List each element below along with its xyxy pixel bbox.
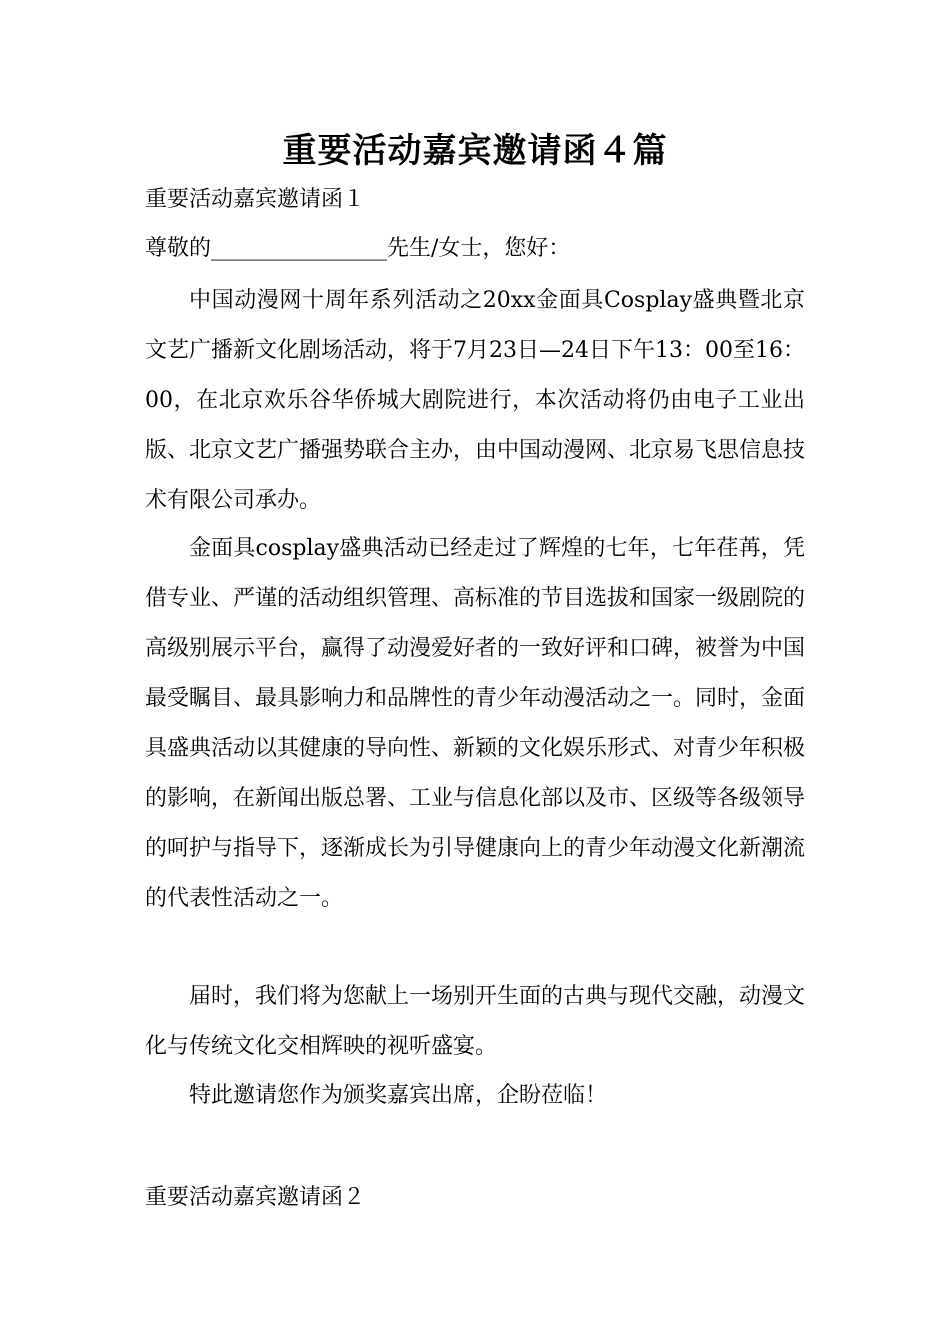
- section-heading-1: 重要活动嘉宾邀请函１: [145, 187, 366, 212]
- paragraph-2: 金面具cosplay盛典活动已经走过了辉煌的七年，七年荏苒，凭借专业、严谨的活动组织管理、高标准的节目选拔和国家一级剧院的高级别展示平台，赢得了动漫爱好者的一致好评和口碑，被誉为中国最受瞩目、最具影响力和品牌性的青少年动漫活动之一。同时，金面具盛典活动以其健康的导向性、新颖的文化娱乐形式、对青少年积极的影响，在新闻出版总署、工业与信息化部以及市、区级等各级领导的呵护与指导下，逐渐成长为引导健康向上的青少年动漫文化新潮流的代表性活动之一。: [145, 536, 806, 911]
- paragraph-1: 中国动漫网十周年系列活动之20xx金面具Cosplay盛典暨北京文艺广播新文化剧场活动，将于7月23日—24日下午13：00至16：00，在北京欢乐谷华侨城大剧院进行，本次活动将仍由电子工业出版、北京文艺广播强势联合主办，由中国动漫网、北京易飞思信息技术有限公司承办。: [145, 288, 806, 513]
- paragraph-3: 届时，我们将为您献上一场别开生面的古典与现代交融，动漫文化与传统文化交相辉映的视听盛宴。: [145, 984, 806, 1059]
- salutation: 尊敬的________________先生/女士，您好：: [145, 236, 571, 261]
- document-title: 重要活动嘉宾邀请函４篇: [282, 131, 668, 171]
- section-heading-2: 重要活动嘉宾邀请函２: [145, 1185, 366, 1210]
- paragraph-4: 特此邀请您作为颁奖嘉宾出席，企盼莅临！: [189, 1083, 608, 1108]
